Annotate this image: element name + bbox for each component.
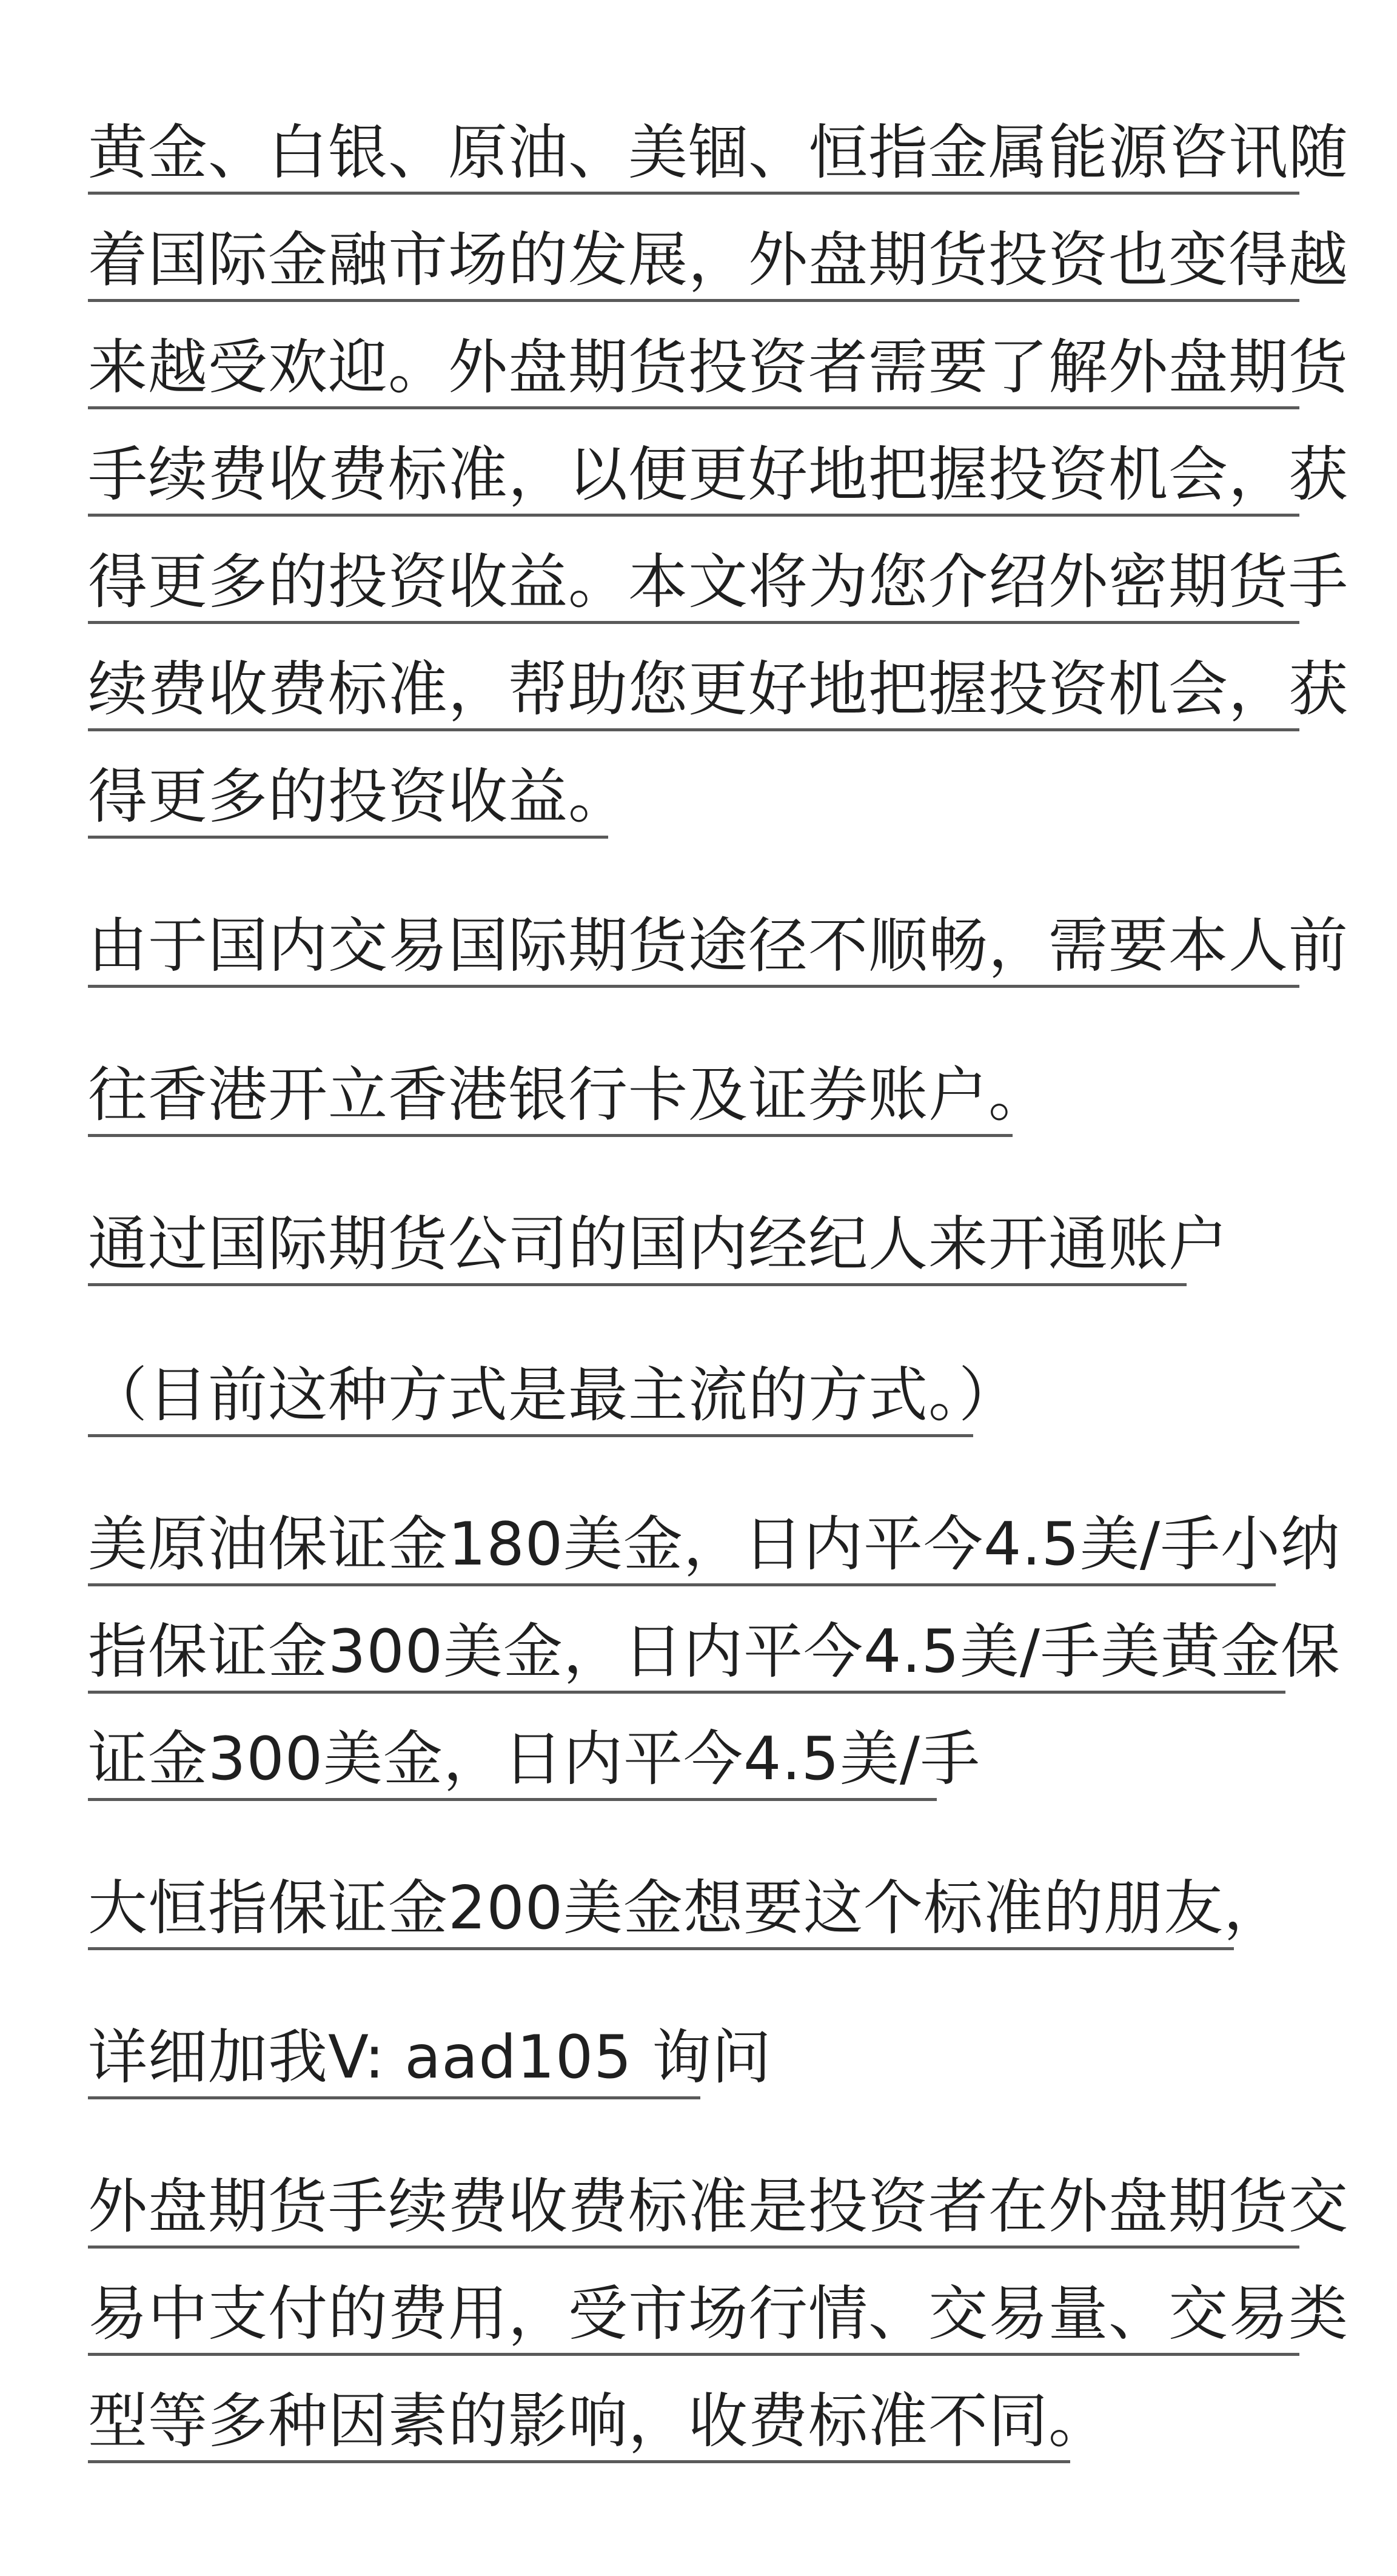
text-line: 得更多的投资收益。本文将为您介绍外密期货手	[88, 543, 1299, 624]
text-line: 来越受欢迎。外盘期货投资者需要了解外盘期货	[88, 329, 1299, 409]
text-line: 型等多种因素的影响，收费标准不同。	[88, 2383, 1070, 2463]
text-line: 外盘期货手续费收费标准是投资者在外盘期货交	[88, 2168, 1299, 2249]
text-line: 黄金、白银、原油、美锢、恒指金属能源咨讯随	[88, 114, 1299, 195]
text-line: （目前这种方式是最主流的方式。）	[88, 1357, 973, 1437]
text-line: 由于国内交易国际期货途径不顺畅，需要本人前	[88, 907, 1299, 988]
text-line: 大恒指保证金200美金想要这个标准的朋友，	[88, 1870, 1234, 1950]
text-line: 美原油保证金180美金，日内平今4.5美/手小纳	[88, 1506, 1276, 1586]
text-line: 易中支付的费用，受市场行情、交易量、交易类	[88, 2275, 1299, 2356]
text-line: 指保证金300美金，日内平今4.5美/手美黄金保	[88, 1613, 1285, 1694]
text-line: 通过国际期货公司的国内经纪人来开通账户	[88, 1206, 1187, 1286]
text-line: 详细加我V: aad105 询问	[88, 2019, 700, 2099]
text-line: 证金300美金，日内平今4.5美/手	[88, 1720, 937, 1801]
text-line: 着国际金融市场的发展，外盘期货投资也变得越	[88, 221, 1299, 302]
text-line: 往香港开立香港银行卡及证券账户。	[88, 1056, 1013, 1137]
text-line: 续费收费标准，帮助您更好地把握投资机会，获	[88, 651, 1299, 731]
text-line: 手续费收费标准，以便更好地把握投资机会，获	[88, 436, 1299, 517]
text-line: 得更多的投资收益。	[88, 758, 608, 839]
